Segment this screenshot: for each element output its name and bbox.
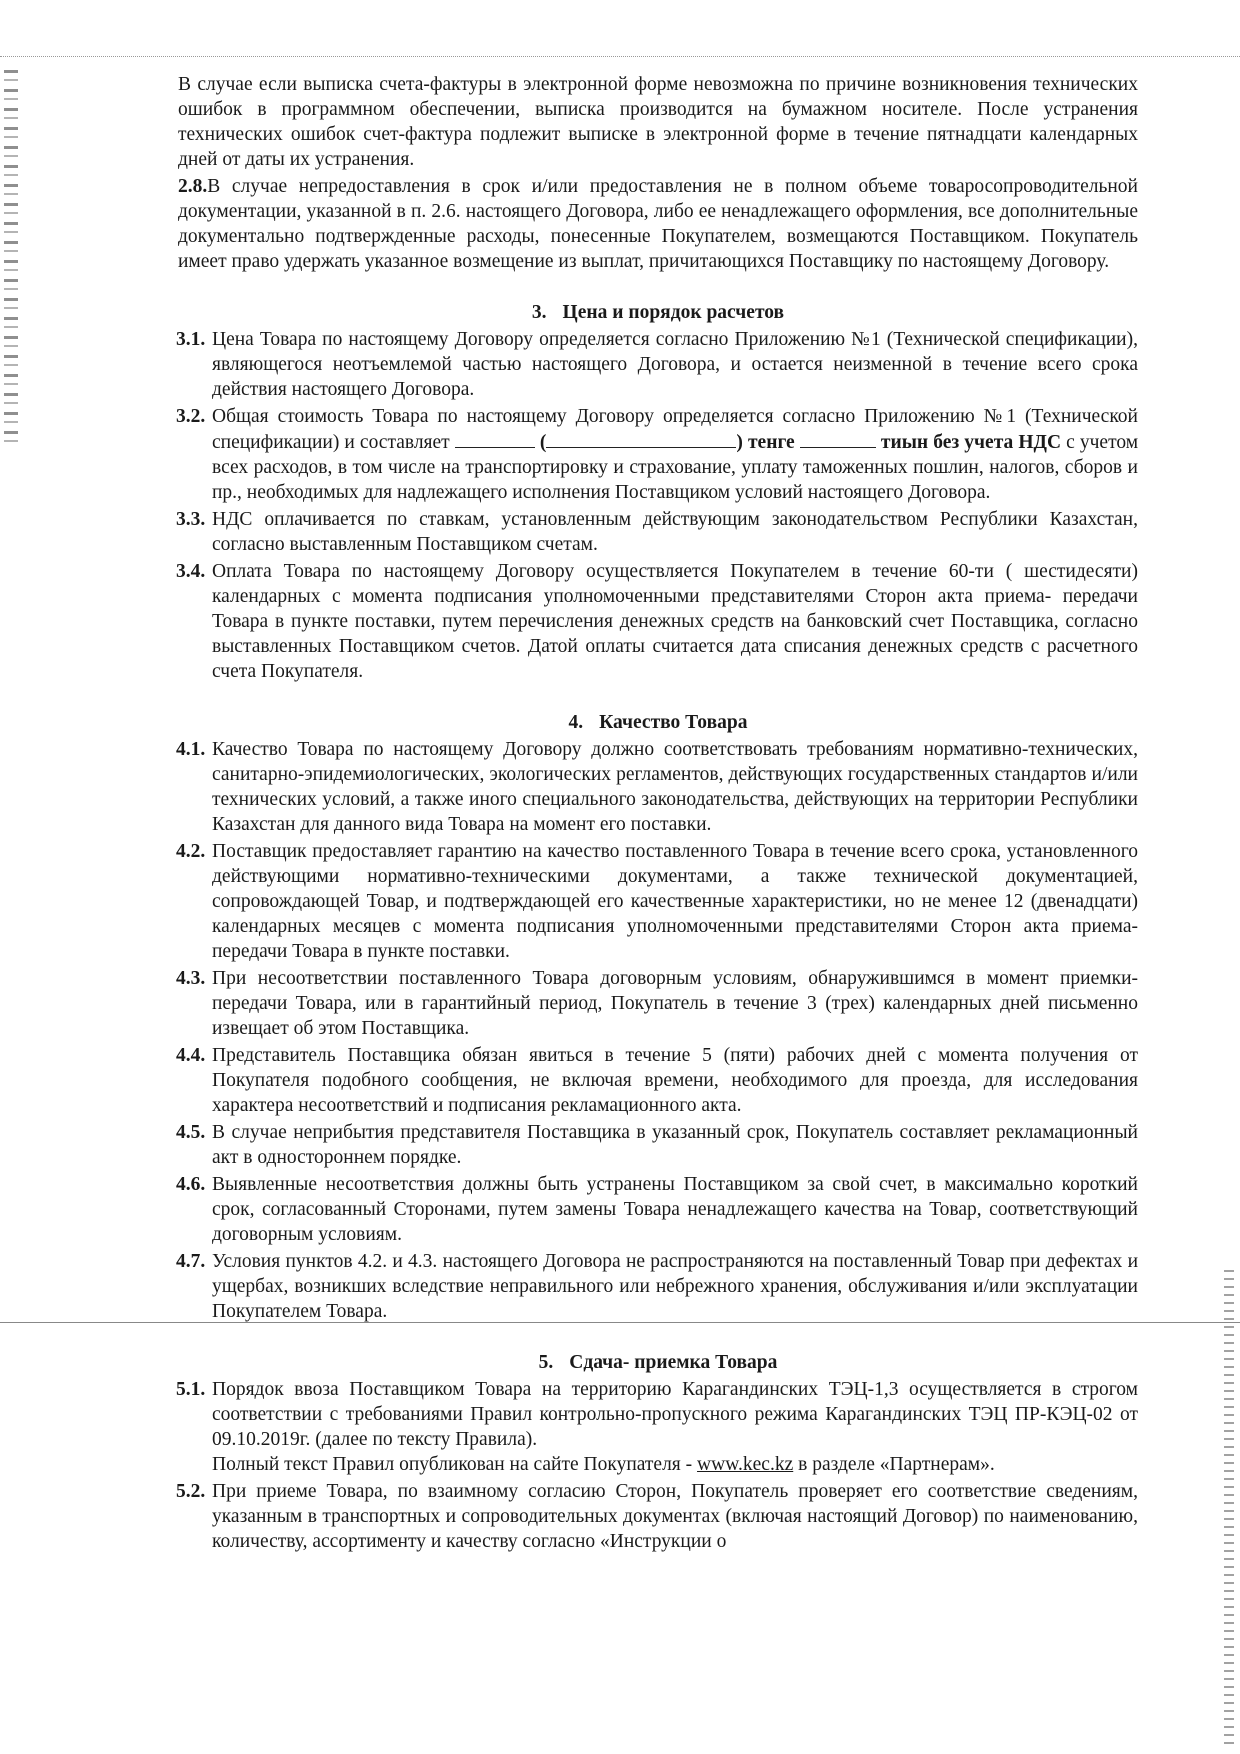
section-4-heading [178,710,1138,735]
clause-text: Выявленные несоответствия должны быть устранены Поставщиком за свой счет, в максимально короткий срок, согласованный Сторонами, путем замены Товара ненадлежащего качества на Товар, соответствующий договорным условиям. [212,1174,1138,1245]
clause-text-continued: Полный текст Правил опубликован на сайте Покупателя - [212,1454,693,1475]
scan-binding-marks-right [1224,1270,1234,1750]
clause-number: 4.1. [176,739,206,760]
clause-4-5 [178,1120,1138,1170]
section-number: 5. [538,1352,554,1373]
clause-text: Оплата Товара по настоящему Договору осуществляется Покупателем в течение 60-ти ( шестидесяти) календарных с момента подписания уполномоченными представителями Сторон акта приема- передачи Товара в пункте поставки, путем перечисления денежных средств на банковский счет Поставщика, согласно выставленных Поставщиком счетов. Датой оплаты считается дата списания денежных средств с расчетного счета Покупателя. [212,561,1138,682]
clause-text-end: в разделе «Партнерам». [798,1454,995,1475]
section-number: 4. [568,712,584,733]
scan-binding-marks-left [4,70,18,450]
clause-number: 4.7. [176,1251,206,1272]
clause-number: 3.2. [176,406,206,427]
scan-edge-dots [0,56,1240,58]
clause-text: При приеме Товара, по взаимному согласию Сторон, Покупатель проверяет его соответствие сведениям, указанным в транспортных и сопроводительных документах (включая настоящий Договор) по наименованию, количеству, ассортименту и качеству согласно «Инструкции о [212,1481,1138,1552]
clause-text: При несоответствии поставленного Товара договорным условиям, обнаружившимся в момент приемки-передачи Товара, или в гарантийный период, Покупатель в течение 3 (трех) календарных дней письменно извещает об этом Поставщика. [212,968,1138,1039]
section-title: Сдача- приемка Товара [569,1352,778,1373]
amount-words-open: ( [539,432,547,453]
clause-number: 3.3. [176,509,206,530]
amount-words-blank[interactable] [546,429,736,448]
clause-3-1 [178,327,1138,402]
clause-4-1 [178,737,1138,837]
clause-text: Представитель Поставщика обязан явиться в течение 5 (пяти) рабочих дней с момента получения от Покупателя подобного сообщения, не включая времени, необходимого для проезда, для исследования характера несоответствий и подписания рекламационного акта. [212,1045,1138,1116]
tenge-label: ) тенге [736,432,795,453]
clause-number: 4.6. [176,1174,206,1195]
clause-number: 4.2. [176,841,206,862]
clause-number: 4.5. [176,1122,206,1143]
clause-text: Качество Товара по настоящему Договору должно соответствовать требованиям нормативно-технических, санитарно-эпидемиологических, экологических регламентов, действующих государственных стандартов и/или технических условий, а также иного специального законодательства, действующих на территории Республики Казахстан для данного вида Товара на момент его поставки. [212,739,1138,835]
website-link[interactable]: www.kec.kz [697,1454,794,1475]
amount-blank[interactable] [455,429,535,448]
clause-5-1 [178,1377,1138,1477]
clause-4-4 [178,1043,1138,1118]
section-5-heading [178,1350,1138,1375]
clause-number: 4.3. [176,968,206,989]
clause-3-3 [178,507,1138,557]
clause-4-3 [178,966,1138,1041]
clause-text: Условия пунктов 4.2. и 4.3. настоящего Договора не распространяются на поставленный Товар при дефектах и ущербах, возникших вследствие неправильного или небрежного хранения, обслуживания и/или эксплуатации Покупателем Товара. [212,1251,1138,1322]
clause-3-2 [178,404,1138,505]
clause-4-7 [178,1249,1138,1324]
clause-text: Поставщик предоставляет гарантию на качество поставленного Товара в течение всего срока, установленного действующими нормативно-техническими документами, а также технической документацией, сопровождающей Товар, и подтверждающей его качественные характеристики, но не менее 12 (двенадцати) календарных месяцев с момента подписания уполномоченными представителями Сторон акта приема-передачи Товара в пункте поставки. [212,841,1138,962]
section-title: Качество Товара [599,712,748,733]
clause-3-4 [178,559,1138,684]
clause-text: Общая стоимость Товара по настоящему Договору определяется согласно Приложению №1 (Технической спецификации) и составляет [212,406,1138,453]
clause-number: 3.4. [176,561,206,582]
intro-paragraph: В случае если выписка счета-фактуры в электронной форме невозможна по причине возникновения технических ошибок в программном обеспечении, выписка производится на бумажном носителе. После устранения технических ошибок счет-фактура подлежит выписке в электронной форме в течение пятнадцати календарных дней от даты их устранения. [178,74,1138,170]
vat-note: тиын без учета НДС [880,432,1062,453]
section-3-heading [178,300,1138,325]
clause-text: Цена Товара по настоящему Договору определяется согласно Приложению №1 (Технической спецификации), являющегося неотъемлемой частью настоящего Договора, и остается неизменной в течение всего срока действия настоящего Договора. [212,329,1138,400]
clause-text: Порядок ввоза Поставщиком Товара на территорию Карагандинских ТЭЦ-1,3 осуществляется в строгом соответствии с требованиями Правил контрольно-пропускного режима Карагандинских ТЭЦ ПР-КЭЦ-02 от 09.10.2019г. (далее по тексту Правила). [212,1379,1138,1450]
clause-text: В случае неприбытия представителя Поставщика в указанный срок, Покупатель составляет рекламационный акт в одностороннем порядке. [212,1122,1138,1168]
clause-number: 5.2. [176,1481,206,1502]
clause-text: НДС оплачивается по ставкам, установленным действующим законодательством Республики Казахстан, согласно выставленным Поставщиком счетам. [212,509,1138,555]
document-body [178,72,1138,1554]
clause-number: 3.1. [176,329,206,350]
clause-4-6 [178,1172,1138,1247]
clause-text: В случае непредоставления в срок и/или предоставления не в полном объеме товаросопроводительной документации, указанной в п. 2.6. настоящего Договора, либо ее ненадлежащего оформления, все дополнительные документально подтвержденные расходы, понесенные Покупателем, возмещаются Поставщиком. Покупатель имеет право удержать указанное возмещение из выплат, причитающихся Поставщику по настоящему Договору. [178,176,1138,272]
clause-number: 2.8. [178,176,208,197]
clause-number: 5.1. [176,1379,206,1400]
section-number: 3. [531,302,547,323]
clause-number: 4.4. [176,1045,206,1066]
tiyn-blank[interactable] [800,429,876,448]
clause-4-2 [178,839,1138,964]
clause-2-8 [178,174,1138,274]
clause-5-2 [178,1479,1138,1554]
section-title: Цена и порядок расчетов [562,302,785,323]
clause-text-continued: с учетом всех расходов, в том числе на транспортировку и страхование, уплату таможенных пошлин, налогов, сборов и пр., необходимых для надлежащего исполнения Поставщиком условий настоящего Договора. [212,432,1139,503]
